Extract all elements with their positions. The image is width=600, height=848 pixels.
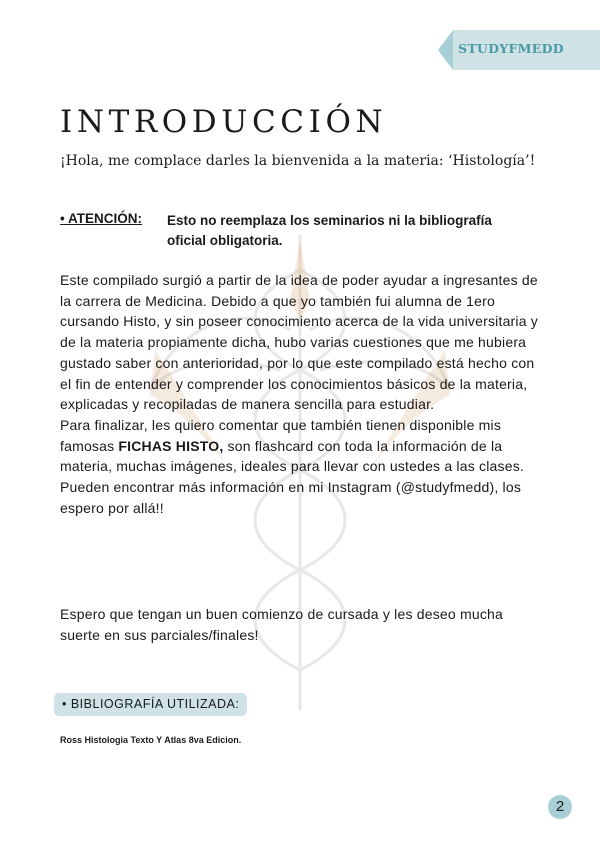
attention-label: • ATENCIÓN:	[60, 211, 142, 226]
page-title: INTRODUCCIÓN	[60, 104, 388, 140]
page-number-badge: 2	[548, 795, 572, 819]
closing-paragraph: Espero que tengan un buen comienzo de cursada y les deseo mucha suerte en sus parciales/finales!	[60, 606, 503, 643]
bibliography-header-badge: • BIBLIOGRAFÍA UTILIZADA:	[54, 693, 247, 716]
intro-greeting: ¡Hola, me complace darles la bienvenida a la materia: ‘Histología’!	[60, 153, 536, 169]
brand-name: STUDYFMEDD	[458, 41, 564, 56]
body-text	[60, 270, 538, 518]
body-paragraph: Este compilado surgió a partir de la idea de poder ayudar a ingresantes de la carrera de Medicina. Debido a que yo también fui alumna de 1ero cursando Histo, y sin poseer conocimiento acerca de la vida universitaria y de la materia propiamente dicha, hubo varias cuestiones que me hubiera gustado saber con anterioridad, por lo que este compilado está hecho con el fin de entender y comprender los conocimientos básicos de la materia, explicadas y recopiladas de manera sencilla para estudiar.	[60, 272, 539, 413]
final-text-end: son flashcard con toda la información de la materia, muchas imágenes, ideales para llevar con ustedes a las clases. Pueden encontrar más información en mi Instagram (@studyfmedd), los espero por allá!!	[60, 437, 524, 516]
fichas-histo-bold: FICHAS HISTO,	[118, 437, 224, 454]
attention-text: Esto no reemplaza los seminarios ni la bibliografía oficial obligatoria.	[167, 213, 492, 248]
bibliography-entry: Ross Histologia Texto Y Atlas 8va Edicion.	[60, 735, 242, 745]
final-text-start: Para finalizar, les quiero comentar que también tienen disponible mis famosas	[60, 416, 502, 454]
